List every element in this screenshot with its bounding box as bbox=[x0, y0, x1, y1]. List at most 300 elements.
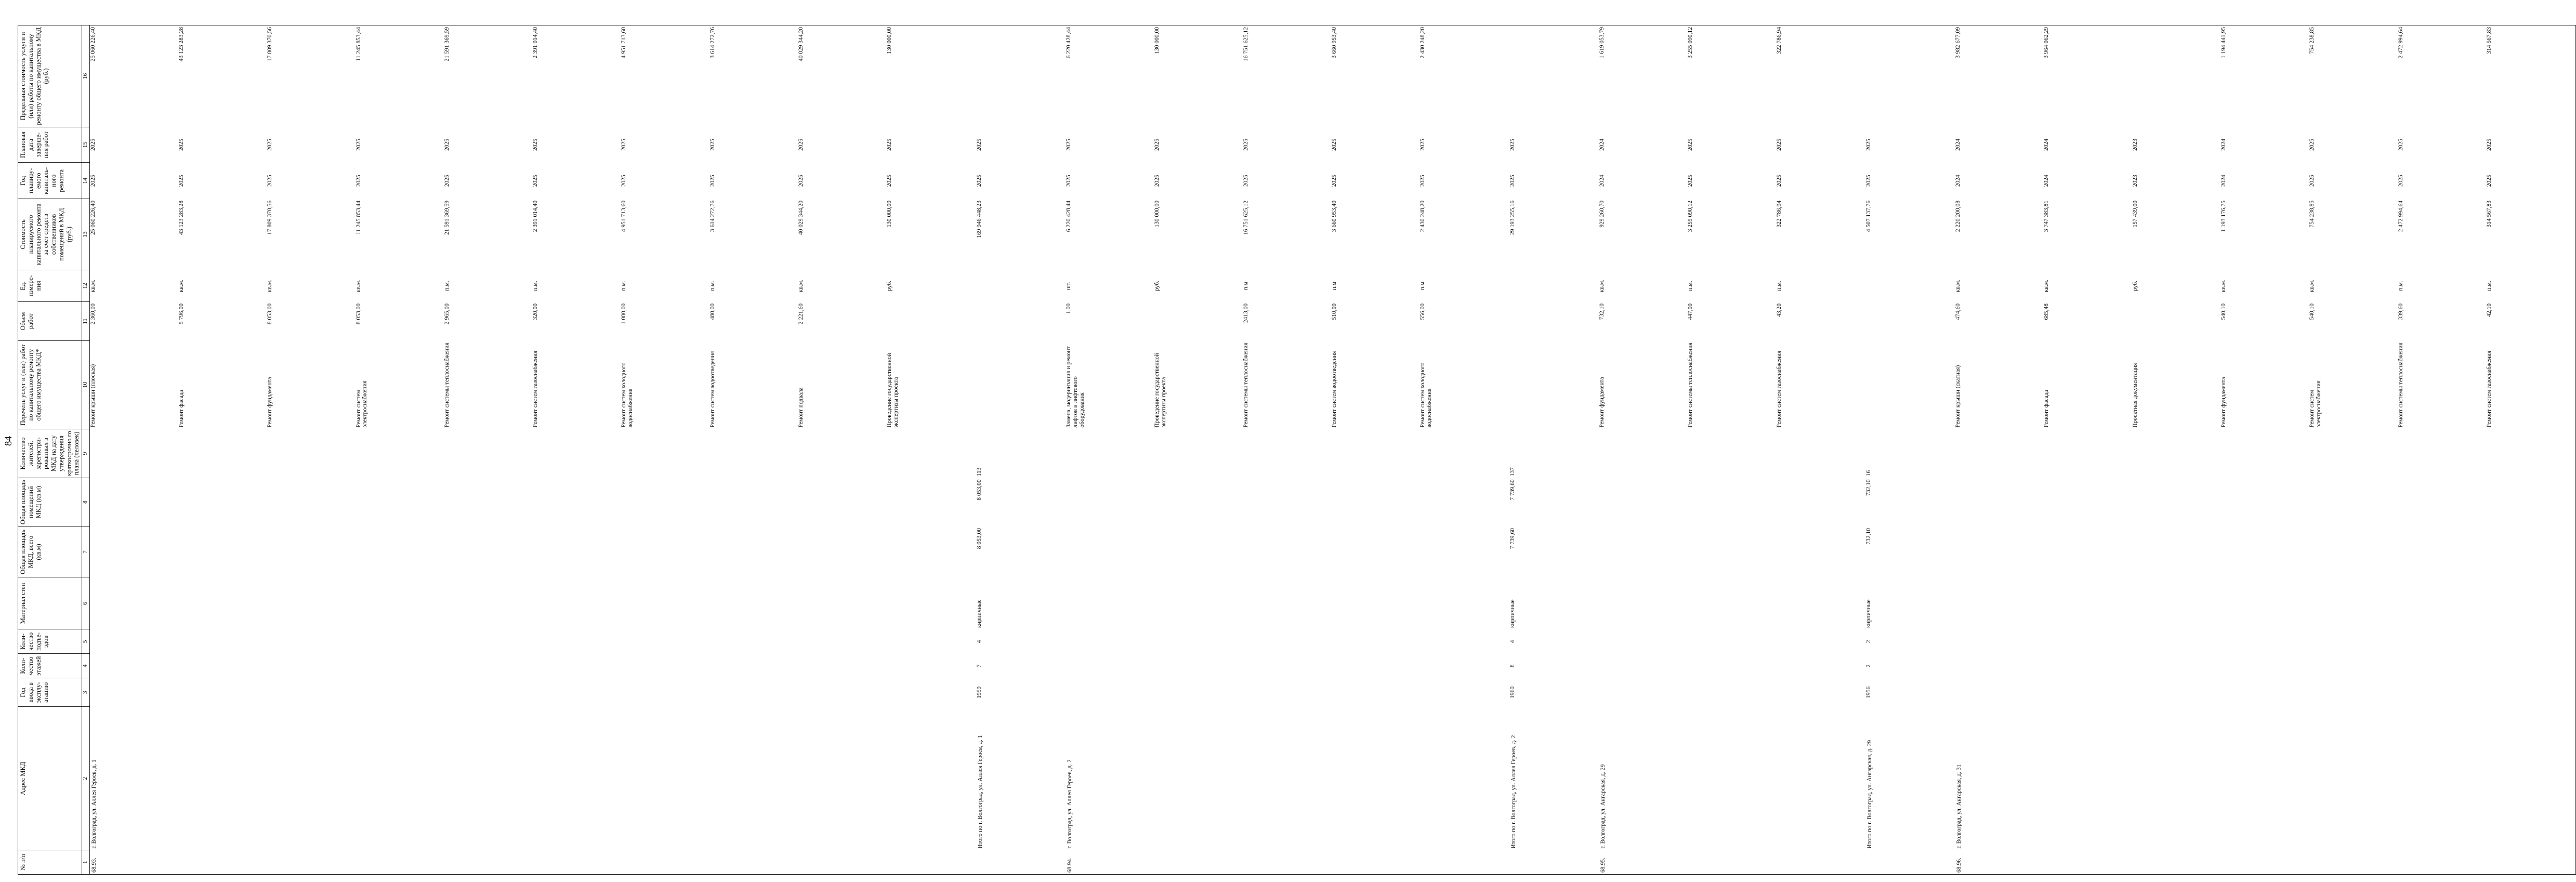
entrances: 4 bbox=[1509, 640, 1516, 643]
work-unit: кв.м. bbox=[178, 279, 185, 292]
entrances: 2 bbox=[1865, 640, 1872, 643]
work-name: Ремонт систем электроснабжения bbox=[355, 380, 369, 428]
work-year: 2024 bbox=[2043, 175, 2050, 187]
work-cost: 2 430 248,20 bbox=[1420, 200, 1426, 232]
area-total bbox=[1599, 526, 1865, 577]
table-row bbox=[89, 25, 976, 875]
work-unit: п.м. bbox=[1687, 281, 1694, 291]
work-limit-list bbox=[976, 25, 1066, 127]
work-limit: 25 060 226,40 bbox=[89, 27, 96, 62]
work-end-list bbox=[1865, 127, 1955, 162]
work-end: 2025 bbox=[1242, 139, 1249, 151]
table-row bbox=[1599, 25, 1865, 875]
residents bbox=[1599, 429, 1865, 478]
work-cost: 40 029 344,20 bbox=[798, 200, 805, 235]
table-row bbox=[1509, 25, 1599, 875]
commission-year bbox=[1955, 678, 2576, 707]
column-number-row bbox=[82, 25, 90, 875]
table-row bbox=[1066, 25, 1509, 875]
area-rooms bbox=[89, 478, 976, 526]
work-name: Ремонт систем холодного водоснабжения bbox=[621, 362, 634, 428]
work-name: Ремонт подвала bbox=[798, 387, 805, 428]
work-end: 2025 bbox=[1420, 139, 1426, 151]
column-number-1: 1 bbox=[82, 850, 90, 875]
work-end: 2024 bbox=[2043, 139, 2050, 151]
work-year-list bbox=[1066, 163, 1509, 199]
column-header-4: Коли-чество этажей bbox=[18, 654, 82, 678]
area-rooms bbox=[1599, 478, 1865, 526]
page-number: 84 bbox=[3, 436, 14, 446]
work-cost: 4 951 713,60 bbox=[621, 200, 627, 232]
row-number: 68.93. bbox=[89, 850, 976, 875]
work-volume bbox=[1509, 304, 1598, 339]
work-year-list bbox=[89, 163, 976, 199]
work-volume: 2 221,60 bbox=[798, 303, 805, 325]
work-unit-list bbox=[89, 270, 976, 302]
work-unit: кв.м. bbox=[267, 279, 273, 292]
column-number-13: 13 bbox=[82, 199, 90, 270]
work-volume bbox=[1865, 304, 1954, 339]
work-volume-list bbox=[1599, 302, 1865, 341]
work-end: 2025 bbox=[798, 139, 805, 151]
work-limit bbox=[1865, 27, 1954, 125]
work-limit: 754 238,85 bbox=[2309, 27, 2316, 54]
work-cost-list bbox=[1509, 199, 1599, 270]
work-unit bbox=[1865, 271, 1954, 300]
commission-year: 1956 bbox=[1865, 686, 1872, 699]
work-volume: 339,60 bbox=[2397, 303, 2404, 320]
work-unit: кв.м. bbox=[1955, 279, 1962, 292]
work-limit: 40 029 344,20 bbox=[798, 27, 805, 62]
wall-material bbox=[1066, 577, 1509, 629]
work-end-list bbox=[89, 127, 976, 162]
wall-material bbox=[1955, 577, 2576, 629]
work-year: 2025 bbox=[976, 175, 982, 187]
work-volume: 1 080,00 bbox=[621, 303, 627, 325]
work-limit: 21 591 369,59 bbox=[443, 27, 450, 62]
work-end: 2025 bbox=[621, 139, 627, 151]
work-name: Ремонт фасада bbox=[2043, 390, 2050, 428]
work-unit-list bbox=[1865, 270, 1955, 302]
work-year: 2025 bbox=[621, 175, 627, 187]
work-year: 2023 bbox=[2132, 175, 2138, 187]
work-end-list bbox=[1509, 127, 1599, 162]
column-header-13: Стоимость планируемого капитального ремонта за счет средств собственников помещений в МКД (руб.) bbox=[18, 199, 82, 270]
table-row bbox=[1865, 25, 1955, 875]
row-number bbox=[976, 850, 1066, 875]
work-unit: кв.м. bbox=[2043, 279, 2050, 292]
work-year: 2025 bbox=[1242, 175, 1249, 187]
work-year: 2025 bbox=[355, 175, 362, 187]
work-cost-list bbox=[1955, 199, 2576, 270]
work-year: 2025 bbox=[798, 175, 805, 187]
work-cost: 2 472 994,64 bbox=[2397, 200, 2404, 232]
work-name: Ремонт фундамента bbox=[2220, 377, 2227, 428]
address: г. Волгоград, ул. Ангарская, д. 29 bbox=[1599, 764, 1606, 849]
work-limit: 2 430 248,20 bbox=[1420, 27, 1426, 59]
work-year: 2025 bbox=[709, 175, 716, 187]
work-name bbox=[976, 342, 1064, 427]
work-year: 2024 bbox=[1598, 175, 1605, 187]
work-volume: 2413,00 bbox=[1242, 303, 1249, 323]
work-end: 2025 bbox=[267, 139, 273, 151]
work-limit: 3 964 062,29 bbox=[2043, 27, 2050, 59]
wall-material bbox=[89, 577, 976, 629]
work-year-list bbox=[1599, 163, 1865, 199]
work-year: 2025 bbox=[532, 175, 539, 187]
work-unit-list bbox=[1509, 270, 1599, 302]
work-cost-list bbox=[1066, 199, 1509, 270]
work-limit bbox=[1509, 27, 1598, 125]
work-limit: 4 951 713,60 bbox=[621, 27, 627, 59]
column-number-8: 8 bbox=[82, 478, 90, 526]
address: г. Волгоград, ул. Аллея Героев, д. 1 bbox=[90, 759, 97, 849]
work-year: 2025 bbox=[2486, 175, 2492, 187]
work-limit: 43 123 283,28 bbox=[178, 27, 185, 62]
work-cost: 4 507 137,76 bbox=[1865, 200, 1872, 232]
work-unit bbox=[976, 271, 1064, 300]
floors: 7 bbox=[976, 664, 982, 668]
column-header-14: Год планиру-емого капиталь-ного ремонта bbox=[18, 163, 82, 199]
row-number bbox=[1509, 850, 1599, 875]
work-year: 2025 bbox=[1776, 175, 1782, 187]
work-year: 2025 bbox=[1066, 175, 1072, 187]
work-limit: 2 472 994,64 bbox=[2397, 27, 2404, 59]
work-cost: 17 809 370,56 bbox=[267, 200, 273, 235]
work-volume bbox=[886, 304, 975, 339]
work-volume: 8 053,00 bbox=[267, 303, 273, 325]
work-end: 2025 bbox=[709, 139, 716, 151]
work-unit: п.м. bbox=[2486, 281, 2492, 291]
work-volume: 8 053,00 bbox=[355, 303, 362, 325]
column-number-15: 15 bbox=[82, 127, 90, 162]
work-name: Ремонт систем газоснабжения bbox=[2486, 350, 2492, 428]
work-unit: руб. bbox=[1154, 281, 1161, 291]
work-unit-list bbox=[1599, 270, 1865, 302]
residents bbox=[1955, 429, 2576, 478]
column-number-12: 12 bbox=[82, 270, 90, 302]
work-end: 2025 bbox=[1066, 139, 1072, 151]
work-unit: п.м bbox=[1331, 281, 1337, 291]
work-unit: кв.м. bbox=[1598, 279, 1605, 292]
column-header-6: Материал стен bbox=[18, 577, 82, 629]
work-limit: 1 619 053,79 bbox=[1598, 27, 1605, 59]
work-volume bbox=[2132, 304, 2220, 339]
commission-year: 1960 bbox=[1509, 686, 1516, 699]
work-name bbox=[1509, 342, 1598, 427]
work-end: 2024 bbox=[1955, 139, 1962, 151]
work-end: 2025 bbox=[2397, 139, 2404, 151]
work-volume: 732,10 bbox=[1598, 303, 1605, 320]
work-limit: 314 567,83 bbox=[2486, 27, 2492, 54]
work-end: 2024 bbox=[2220, 139, 2227, 151]
row-number bbox=[1865, 850, 1955, 875]
work-limit: 17 809 370,56 bbox=[267, 27, 273, 62]
work-unit-list bbox=[1955, 270, 2576, 302]
wall-material: кирпичные bbox=[1509, 599, 1516, 628]
address: Итого по г. Волгоград, ул. Аллея Героев, д. 1 bbox=[977, 735, 983, 849]
floors bbox=[1066, 654, 1509, 678]
work-end: 2025 bbox=[1509, 139, 1516, 151]
column-header-2: Адрес МКД bbox=[18, 707, 82, 850]
work-unit: руб. bbox=[2132, 281, 2138, 291]
work-cost: 130 000,00 bbox=[1154, 200, 1161, 228]
work-cost: 3 747 383,81 bbox=[2043, 200, 2050, 232]
work-limit: 3 982 677,09 bbox=[1955, 27, 1962, 59]
work-name bbox=[1865, 342, 1954, 427]
work-volume: 540,10 bbox=[2309, 303, 2316, 320]
work-name: Замена, модернизация и ремонт лифтов и лифтового оборудования bbox=[1066, 346, 1085, 428]
residents bbox=[89, 429, 976, 478]
work-limit-list bbox=[1865, 25, 1955, 127]
column-number-2: 2 bbox=[82, 707, 90, 850]
column-header-15: Плановая дата заверше-ния работ bbox=[18, 127, 82, 162]
work-cost-list bbox=[1865, 199, 1955, 270]
floors bbox=[1599, 654, 1865, 678]
work-cost: 25 060 226,40 bbox=[89, 200, 96, 235]
column-header-16: Предельная стоимость услуги и (или) работы по капитальному ремонту общего имущества в МКД (руб.) bbox=[18, 25, 82, 127]
work-cost: 3 660 953,40 bbox=[1331, 200, 1337, 232]
work-year: 2024 bbox=[1955, 175, 1962, 187]
work-year: 2024 bbox=[2220, 175, 2227, 187]
work-name-list bbox=[1509, 340, 1599, 429]
row-number: 68.96. bbox=[1955, 850, 2576, 875]
work-name: Ремонт систем водоотведения bbox=[1331, 351, 1337, 428]
work-name: Проведение государственной экспертизы проекта bbox=[886, 353, 900, 428]
work-limit-list bbox=[1955, 25, 2576, 127]
work-cost: 754 238,85 bbox=[2309, 200, 2316, 228]
work-name: Ремонт фундамента bbox=[267, 377, 273, 428]
table-row bbox=[1955, 25, 2576, 875]
work-name-list bbox=[1066, 340, 1509, 429]
column-number-5: 5 bbox=[82, 629, 90, 654]
commission-year bbox=[1599, 678, 1865, 707]
work-unit: кв.м. bbox=[355, 279, 362, 292]
work-name-list bbox=[1955, 340, 2576, 429]
work-limit: 130 000,00 bbox=[886, 27, 893, 54]
work-volume: 447,00 bbox=[1687, 303, 1694, 320]
work-unit: п.м bbox=[1242, 281, 1249, 291]
floors: 8 bbox=[1509, 664, 1516, 668]
work-name: Ремонт системы теплоснабжения bbox=[1687, 343, 1694, 428]
area-rooms: 7 739,60 bbox=[1509, 479, 1516, 501]
work-volume: 320,00 bbox=[532, 303, 539, 320]
work-name: Проведение государственной экспертизы проекта bbox=[1154, 353, 1167, 428]
work-volume: 540,10 bbox=[2220, 303, 2227, 320]
work-volume: 43,20 bbox=[1776, 303, 1782, 317]
work-cost: 929 260,70 bbox=[1598, 200, 1605, 228]
work-unit: шт. bbox=[1066, 282, 1072, 290]
work-unit: кв.м. bbox=[2220, 279, 2227, 292]
work-name: Ремонт фундамента bbox=[1598, 377, 1605, 428]
work-name: Ремонт крыши (скатная) bbox=[1955, 365, 1962, 428]
work-name: Ремонт системы теплоснабжения bbox=[1242, 343, 1249, 428]
work-volume: 510,00 bbox=[1331, 303, 1337, 320]
commission-year bbox=[1066, 678, 1509, 707]
work-cost: 322 786,94 bbox=[1776, 200, 1782, 228]
column-header-5: Коли-чество подъе-здов bbox=[18, 629, 82, 654]
work-limit: 1 194 441,95 bbox=[2220, 27, 2227, 59]
work-volume-list bbox=[1955, 302, 2576, 341]
work-year: 2025 bbox=[1154, 175, 1161, 187]
work-year-list bbox=[1509, 163, 1599, 199]
work-limit-list bbox=[1599, 25, 1865, 127]
work-unit: п.м. bbox=[2397, 281, 2404, 291]
work-unit: п.м bbox=[1420, 281, 1426, 291]
work-cost: 16 751 625,12 bbox=[1242, 200, 1249, 235]
capital-repair-table bbox=[18, 25, 2576, 875]
work-year: 2025 bbox=[886, 175, 893, 187]
work-unit-list bbox=[1066, 270, 1509, 302]
work-limit: 322 786,94 bbox=[1776, 27, 1782, 54]
column-number-3: 3 bbox=[82, 678, 90, 707]
column-header-12: Ед. измере-ния bbox=[18, 270, 82, 302]
work-cost: 29 193 255,16 bbox=[1509, 200, 1516, 235]
work-cost: 43 123 283,28 bbox=[178, 200, 185, 235]
work-name: Ремонт систем электроснабжения bbox=[2309, 380, 2322, 428]
work-name: Ремонт систем холодного водоснабжения bbox=[1420, 362, 1433, 428]
column-number-7: 7 bbox=[82, 526, 90, 577]
work-volume: 480,00 bbox=[709, 303, 716, 320]
work-year: 2025 bbox=[267, 175, 273, 187]
work-year: 2025 bbox=[1420, 175, 1426, 187]
address: г. Волгоград, ул. Ангарская, д. 31 bbox=[1955, 707, 2576, 850]
area-total: 732,10 bbox=[1865, 528, 1872, 545]
work-name-list bbox=[1865, 340, 1955, 429]
work-volume: 2 360,00 bbox=[89, 303, 96, 325]
work-name: Ремонт систем водоотведения bbox=[709, 351, 716, 428]
work-cost: 11 245 853,44 bbox=[355, 200, 362, 235]
area-total: 7 739,60 bbox=[1509, 528, 1516, 549]
column-number-11: 11 bbox=[82, 302, 90, 341]
work-name: Ремонт системы теплоснабжения bbox=[443, 343, 450, 428]
work-limit-list bbox=[1066, 25, 1509, 127]
residents: 137 bbox=[1509, 467, 1516, 477]
entrances bbox=[1955, 629, 2576, 654]
work-cost: 6 220 428,44 bbox=[1066, 200, 1072, 232]
work-limit: 3 614 272,76 bbox=[709, 27, 716, 59]
table-row bbox=[976, 25, 1066, 875]
work-cost: 130 000,00 bbox=[886, 200, 893, 228]
column-header-9: Количество жителей, зарегистри-рованных в МКД на дату утверждения краткосрочно го плана (человек) bbox=[18, 429, 82, 478]
work-unit: п.м. bbox=[443, 281, 450, 291]
work-end-list bbox=[1599, 127, 1865, 162]
column-number-16: 16 bbox=[82, 25, 90, 127]
work-year: 2025 bbox=[1865, 175, 1872, 187]
work-end: 2025 bbox=[355, 139, 362, 151]
work-limit: 11 245 853,44 bbox=[355, 27, 362, 61]
work-cost: 3 255 090,12 bbox=[1687, 200, 1694, 232]
row-number: 68.95. bbox=[1599, 850, 1865, 875]
address: Итого по г. Волгоград, ул. Аллея Героев, д. 2 bbox=[1510, 735, 1517, 849]
entrances bbox=[89, 629, 976, 654]
work-unit: п.м. bbox=[709, 281, 716, 291]
area-rooms: 732,10 bbox=[1865, 479, 1872, 496]
wall-material: кирпичные bbox=[1865, 599, 1872, 628]
work-volume bbox=[1154, 304, 1242, 339]
column-header-7: Общая площадь МКД, всего (кв.м) bbox=[18, 526, 82, 577]
work-volume-list bbox=[1509, 302, 1599, 341]
table-body bbox=[89, 25, 2576, 875]
column-number-14: 14 bbox=[82, 163, 90, 199]
header-row bbox=[18, 25, 82, 875]
work-year: 2025 bbox=[178, 175, 185, 187]
wall-material bbox=[1599, 577, 1865, 629]
work-volume bbox=[976, 304, 1064, 339]
work-cost: 314 567,83 bbox=[2486, 200, 2492, 228]
commission-year bbox=[89, 678, 976, 707]
work-name: Ремонт крыши (плоская) bbox=[89, 364, 96, 428]
work-volume: 2 965,00 bbox=[443, 303, 450, 325]
work-cost: 157 439,00 bbox=[2132, 200, 2138, 228]
work-year-list bbox=[1955, 163, 2576, 199]
work-end: 2025 bbox=[1687, 139, 1694, 151]
work-unit: п.м. bbox=[621, 281, 627, 291]
work-year-list bbox=[976, 163, 1066, 199]
residents: 16 bbox=[1865, 470, 1872, 477]
entrances: 4 bbox=[976, 640, 982, 643]
work-cost: 169 946 448,23 bbox=[976, 200, 982, 238]
column-number-9: 9 bbox=[82, 429, 90, 478]
work-limit bbox=[2132, 27, 2220, 125]
work-volume-list bbox=[1865, 302, 1955, 341]
work-volume-list bbox=[89, 302, 976, 341]
work-end-list bbox=[1066, 127, 1509, 162]
entrances bbox=[1066, 629, 1509, 654]
column-number-10: 10 bbox=[82, 340, 90, 429]
column-header-8: Общая площадь помещений МКД (кв.м) bbox=[18, 478, 82, 526]
work-volume: 685,48 bbox=[2043, 303, 2050, 320]
work-limit: 3 255 090,12 bbox=[1687, 27, 1694, 59]
work-volume: 556,00 bbox=[1420, 303, 1426, 320]
work-end: 2025 bbox=[443, 139, 450, 151]
work-limit: 6 220 428,44 bbox=[1066, 27, 1072, 59]
area-total bbox=[1955, 526, 2576, 577]
column-header-10: Перечень услуг и (или) работ по капитальному ремонту общего имущества МКД* bbox=[18, 340, 82, 429]
work-end: 2025 bbox=[976, 139, 982, 151]
work-unit: кв.м. bbox=[798, 279, 805, 292]
area-total bbox=[89, 526, 976, 577]
work-limit: 3 660 953,40 bbox=[1331, 27, 1337, 59]
work-unit: п.м. bbox=[1776, 281, 1782, 291]
work-year: 2025 bbox=[2397, 175, 2404, 187]
work-unit: кв.м. bbox=[2309, 279, 2316, 292]
work-name-list bbox=[1599, 340, 1865, 429]
work-name: Проектная документация bbox=[2132, 363, 2138, 428]
work-end: 2025 bbox=[2309, 139, 2316, 151]
work-limit-list bbox=[89, 25, 976, 127]
work-limit-list bbox=[1509, 25, 1599, 127]
column-header-3: Год ввода в эксплу-атацию bbox=[18, 678, 82, 707]
area-total: 8 053,00 bbox=[976, 528, 982, 549]
floors: 2 bbox=[1865, 664, 1872, 668]
work-year: 2025 bbox=[1509, 175, 1516, 187]
area-rooms: 8 053,00 bbox=[976, 479, 982, 501]
work-end: 2025 bbox=[178, 139, 185, 151]
work-unit bbox=[1509, 271, 1598, 300]
work-end: 2025 bbox=[1154, 139, 1161, 151]
area-total bbox=[1066, 526, 1509, 577]
area-rooms bbox=[1066, 478, 1509, 526]
work-cost: 1 193 176,75 bbox=[2220, 200, 2227, 232]
work-limit: 130 000,00 bbox=[1154, 27, 1161, 54]
work-end: 2025 bbox=[2486, 139, 2492, 151]
wall-material: кирпичные bbox=[976, 599, 982, 628]
floors bbox=[1955, 654, 2576, 678]
work-end: 2023 bbox=[2132, 139, 2138, 151]
work-limit bbox=[976, 27, 1064, 125]
column-number-6: 6 bbox=[82, 577, 90, 629]
